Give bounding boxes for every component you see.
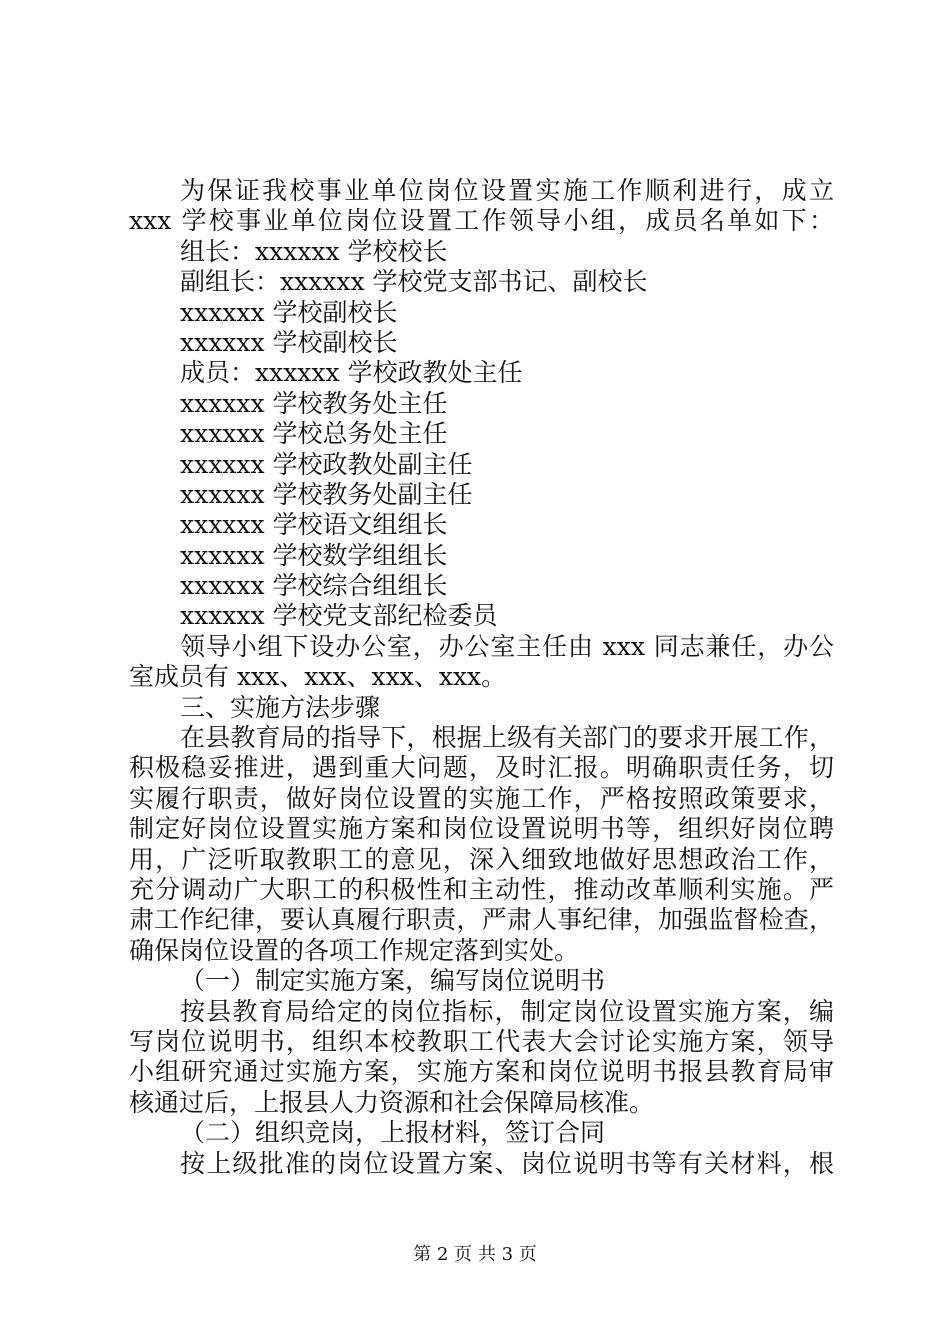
paragraph-line: 确保岗位设置的各项工作规定落到实处。 xyxy=(129,935,580,965)
paragraph-line: 写岗位说明书，组织本校教职工代表大会讨论实施方案，领导 xyxy=(129,1026,834,1056)
member-line: xxxxxx 学校语文组组长 xyxy=(180,510,448,540)
document-body xyxy=(129,176,834,1179)
paragraph-line: xxx 学校事业单位岗位设置工作领导小组，成员名单如下： xyxy=(129,206,834,236)
leader-line: 组长：xxxxxx 学校校长 xyxy=(180,236,448,266)
member-line: xxxxxx 学校教务处副主任 xyxy=(180,479,473,509)
paragraph-line: 实履行职责，做好岗位设置的实施工作，严格按照政策要求， xyxy=(129,783,834,813)
section-heading: 三、实施方法步骤 xyxy=(180,692,381,722)
paragraph-line: 室成员有 xxx、xxx、xxx、xxx。 xyxy=(129,662,507,692)
paragraph-line: 按县教育局给定的岗位指标，制定岗位设置实施方案，编 xyxy=(180,996,834,1026)
member-line: xxxxxx 学校政教处副主任 xyxy=(180,449,473,479)
paragraph-line: 按上级批准的岗位设置方案、岗位说明书等有关材料，根 xyxy=(180,1148,834,1178)
member-line: xxxxxx 学校综合组组长 xyxy=(180,571,448,601)
paragraph-line: 领导小组下设办公室，办公室主任由 xxx 同志兼任，办公 xyxy=(180,631,834,661)
subsection-heading: （二）组织竞岗，上报材料，签订合同 xyxy=(180,1118,606,1148)
member-line: xxxxxx 学校数学组组长 xyxy=(180,540,448,570)
paragraph-line: 充分调动广大职工的积极性和主动性，推动改革顺利实施。严 xyxy=(129,874,834,904)
paragraph-line: 小组研究通过实施方案，实施方案和岗位说明书报县教育局审 xyxy=(129,1057,834,1087)
deputy-line: xxxxxx 学校副校长 xyxy=(180,297,398,327)
members-head-line: 成员：xxxxxx 学校政教处主任 xyxy=(180,358,523,388)
paragraph-line: 在县教育局的指导下，根据上级有关部门的要求开展工作， xyxy=(180,723,834,753)
member-line: xxxxxx 学校总务处主任 xyxy=(180,419,448,449)
deputy-line: 副组长：xxxxxx 学校党支部书记、副校长 xyxy=(180,267,648,297)
paragraph-line: 肃工作纪律，要认真履行职责，严肃人事纪律，加强监督检查， xyxy=(129,905,834,935)
member-line: xxxxxx 学校党支部纪检委员 xyxy=(180,601,498,631)
paragraph-line: 积极稳妥推进，遇到重大问题，及时汇报。明确职责任务，切 xyxy=(129,753,834,783)
member-line: xxxxxx 学校教务处主任 xyxy=(180,388,448,418)
paragraph-line: 核通过后，上报县人力资源和社会保障局核准。 xyxy=(129,1087,655,1117)
page-footer: 第 2 页 共 3 页 xyxy=(413,1244,537,1265)
subsection-heading: （一）制定实施方案，编写岗位说明书 xyxy=(180,966,606,996)
paragraph-line: 制定好岗位设置实施方案和岗位设置说明书等，组织好岗位聘 xyxy=(129,814,834,844)
paragraph-line: 为保证我校事业单位岗位设置实施工作顺利进行，成立 xyxy=(180,176,834,205)
deputy-line: xxxxxx 学校副校长 xyxy=(180,327,398,357)
paragraph-line: 用，广泛听取教职工的意见，深入细致地做好思想政治工作， xyxy=(129,844,834,874)
